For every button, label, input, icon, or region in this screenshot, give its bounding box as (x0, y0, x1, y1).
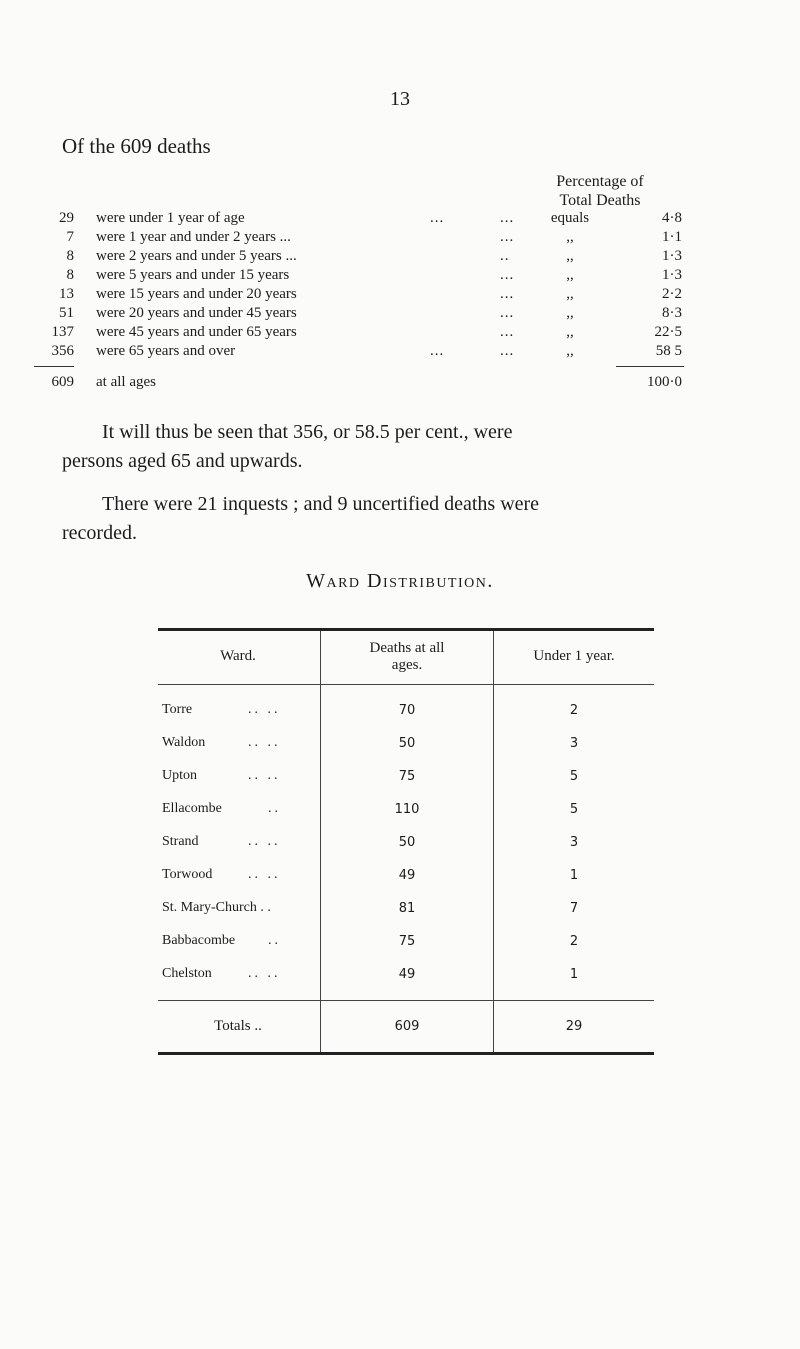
leader-dots: ... (500, 324, 515, 340)
header-under-1: Under 1 year. (533, 648, 615, 664)
header-deaths-line-1: Deaths at all (369, 640, 445, 656)
ward-deaths: 75 (398, 934, 416, 949)
ward-name: Torre (162, 702, 193, 717)
leader-dots: ... (500, 305, 515, 321)
leader-dots: .. (268, 933, 281, 948)
ward-under-1: 7 (569, 901, 579, 916)
ditto-mark: ,, (566, 343, 574, 359)
leader-dots: .. .. (248, 966, 281, 981)
age-row (0, 210, 800, 230)
age-row-description: were 5 years and under 15 years (96, 267, 290, 283)
summary-line-1: It will thus be seen that 356, or 58.5 per cent., were (102, 421, 513, 443)
summary-line-2: persons aged 65 and upwards. (62, 450, 303, 472)
ward-name: Waldon (162, 735, 206, 750)
header-deaths-line-2: ages. (391, 657, 423, 673)
ward-under-1: 3 (569, 835, 579, 850)
ward-name: Chelston (162, 966, 212, 981)
ward-name: Ellacombe (162, 801, 222, 816)
leader-dots: .. .. (248, 735, 281, 750)
age-row (0, 343, 800, 363)
ward-deaths: 50 (398, 835, 416, 850)
age-row-count: 7 (66, 229, 74, 245)
leader-dots: ... (430, 210, 445, 226)
age-row-count: 13 (59, 286, 74, 302)
percentage-total-rule (616, 366, 684, 367)
age-row (0, 267, 800, 287)
inquests-line-1: There were 21 inquests ; and 9 uncertified deaths were (102, 493, 540, 515)
age-row-description: were 15 years and under 20 years (96, 286, 297, 302)
count-total-rule (34, 366, 74, 367)
leader-dots: ... (500, 210, 515, 226)
ward-name: Babbacombe (162, 933, 236, 948)
age-row-count: 8 (66, 248, 74, 264)
ward-under-1: 2 (569, 934, 579, 949)
page-number: 13 (390, 88, 410, 110)
age-row-description: were 2 years and under 5 years ... (96, 248, 297, 264)
age-row-description: were 20 years and under 45 years (96, 305, 297, 321)
ward-name: Torwood (162, 867, 213, 882)
leader-dots: .. .. (248, 768, 281, 783)
age-row-percentage: 58 5 (655, 343, 682, 359)
age-row-percentage: 1·3 (662, 267, 682, 283)
age-row-count: 356 (51, 343, 74, 359)
ward-deaths: 70 (398, 703, 416, 718)
ditto-mark: ,, (566, 229, 574, 245)
leader-dots: .. .. (248, 834, 281, 849)
totals-rule (158, 1000, 654, 1001)
age-row (0, 305, 800, 325)
ward-deaths: 110 (394, 802, 420, 817)
age-row-percentage: 8·3 (662, 305, 682, 321)
leader-dots: ... (500, 229, 515, 245)
ward-deaths: 49 (398, 868, 416, 883)
ward-under-1: 5 (569, 769, 579, 784)
ward-under-1: 3 (569, 736, 579, 751)
age-row-percentage: 1·3 (662, 248, 682, 264)
header-rule (158, 684, 654, 685)
age-row-percentage: 4·8 (662, 210, 682, 226)
age-row-count: 51 (59, 305, 74, 321)
ward-under-1: 5 (569, 802, 579, 817)
age-row (0, 324, 800, 344)
leader-dots: ... (500, 343, 515, 359)
ditto-mark: ,, (566, 324, 574, 340)
totals-deaths: 609 (394, 1019, 420, 1034)
leader-dots: .. (268, 801, 281, 816)
ward-name: St. Mary-Church . . (162, 900, 271, 915)
age-row-description: were 1 year and under 2 years ... (96, 229, 291, 245)
section-heading: Of the 609 deaths (62, 134, 211, 158)
leader-dots: .. .. (248, 702, 281, 717)
ditto-mark: ,, (566, 267, 574, 283)
ward-deaths: 81 (398, 901, 416, 916)
ward-deaths: 75 (398, 769, 416, 784)
total-count: 609 (51, 374, 74, 390)
total-description: at all ages (96, 374, 156, 390)
leader-dots: .. (500, 248, 510, 264)
age-row-description: were 45 years and under 65 years (96, 324, 297, 340)
age-row-description: were under 1 year of age (96, 210, 245, 226)
age-row-count: 137 (51, 324, 74, 340)
inquests-paragraph (62, 490, 782, 548)
leader-dots: .. .. (248, 867, 281, 882)
age-row-count: 8 (66, 267, 74, 283)
ward-under-1: 2 (569, 703, 579, 718)
ward-deaths: 50 (398, 736, 416, 751)
leader-dots: ... (430, 343, 445, 359)
table-bottom-rule (158, 1052, 654, 1055)
age-row-percentage: 1·1 (662, 229, 682, 245)
total-percentage: 100·0 (647, 374, 682, 390)
age-row-percentage: 22·5 (654, 324, 682, 340)
ditto-mark: ,, (566, 248, 574, 264)
table-top-rule (158, 628, 654, 631)
age-row-percentage: 2·2 (662, 286, 682, 302)
ward-deaths: 49 (398, 967, 416, 982)
percentage-column-header (520, 172, 680, 210)
percentage-header-line-2: Total Deaths (559, 192, 641, 209)
age-row (0, 229, 800, 249)
ward-name: Upton (162, 768, 197, 783)
leader-dots: ... (500, 286, 515, 302)
totals-under-1: 29 (565, 1019, 583, 1034)
summary-paragraph (62, 418, 782, 476)
inquests-line-2: recorded. (62, 522, 137, 544)
header-deaths (322, 640, 492, 674)
totals-label: Totals .. (214, 1018, 262, 1034)
header-ward: Ward. (220, 648, 256, 664)
leader-dots: ... (500, 267, 515, 283)
ward-name: Strand (162, 834, 199, 849)
ward-under-1: 1 (569, 868, 579, 883)
ditto-mark: ,, (566, 305, 574, 321)
percentage-header-line-1: Percentage of (556, 173, 644, 190)
age-row-description: were 65 years and over (96, 343, 236, 359)
ward-under-1: 1 (569, 967, 579, 982)
ditto-mark: ,, (566, 286, 574, 302)
ward-distribution-title: Ward Distribution. (306, 570, 494, 592)
age-row (0, 286, 800, 306)
equals-label: equals (550, 210, 590, 226)
age-row (0, 248, 800, 268)
total-row (0, 374, 800, 394)
age-row-count: 29 (59, 210, 74, 226)
